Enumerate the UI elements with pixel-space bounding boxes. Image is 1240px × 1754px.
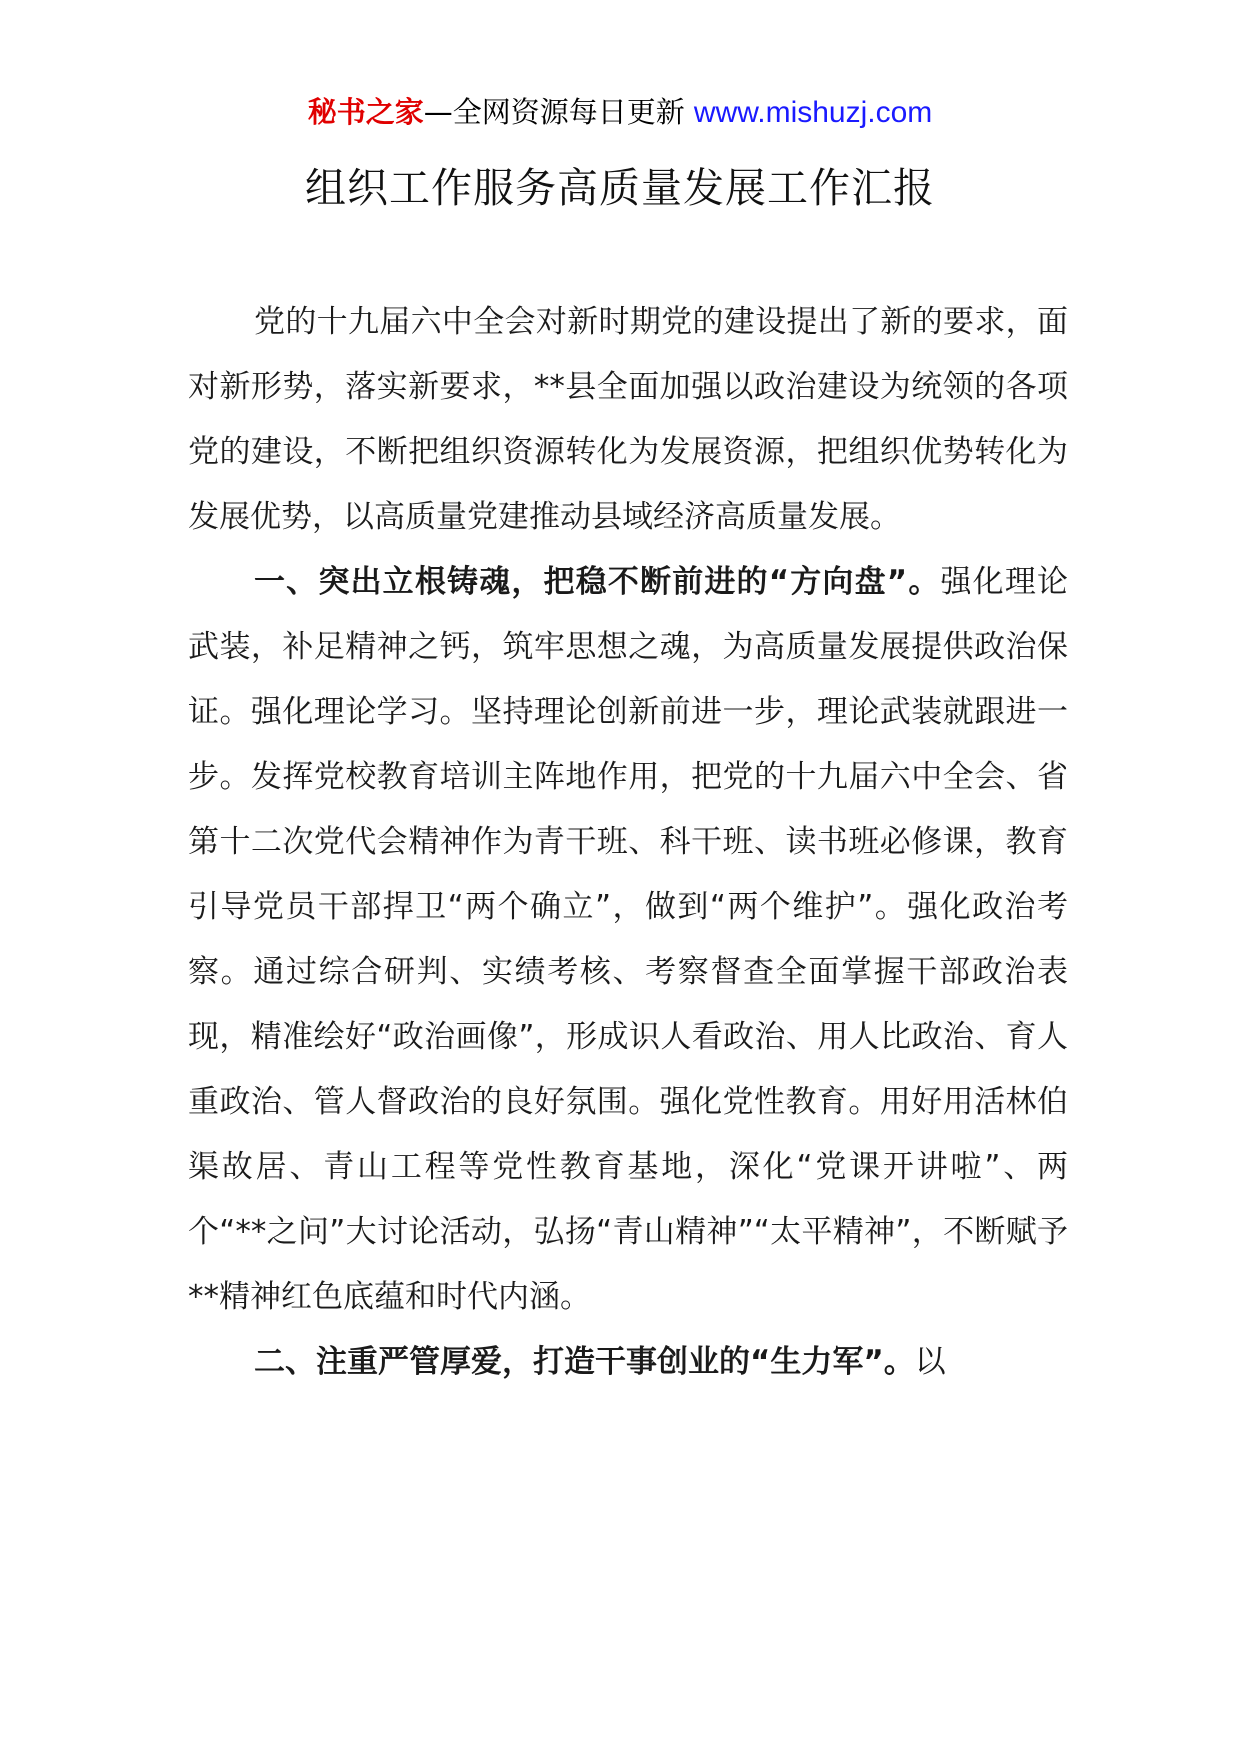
section-heading-1: 一、突出立根铸魂，把稳不断前进的“方向盘”。: [254, 564, 941, 600]
website-link[interactable]: www.mishuzj.com: [693, 96, 933, 129]
brand-name: 秘书之家: [307, 95, 424, 129]
document-title: 组织工作服务高质量发展工作汇报: [305, 164, 935, 212]
header-tagline: —全网资源每日更新: [423, 95, 694, 129]
intro-paragraph: [188, 290, 1068, 550]
watermark-header: [0, 92, 1240, 133]
section-paragraph-2: [188, 1330, 1068, 1395]
paragraph-text: 以: [914, 1344, 946, 1380]
section-paragraph-1: [188, 550, 1068, 1330]
section-heading-2: 二、注重严管厚爱，打造干事创业的“生力军”。: [254, 1344, 915, 1380]
document-body: [188, 290, 1068, 1395]
paragraph-text: 党的十九届六中全会对新时期党的建设提出了新的要求，面对新形势，落实新要求，**县全面加强以政治建设为统领的各项党的建设，不断把组织资源转化为发展资源，把组织优势转化为发展优势，以高质量党建推动县域经济高质量发展。: [188, 304, 1068, 535]
paragraph-text: 强化理论武装，补足精神之钙，筑牢思想之魂，为高质量发展提供政治保证。强化理论学习。坚持理论创新前进一步，理论武装就跟进一步。发挥党校教育培训主阵地作用，把党的十九届六中全会、省第十二次党代会精神作为青干班、科干班、读书班必修课，教育引导党员干部捍卫“两个确立”，做到“两个维护”。强化政治考察。通过综合研判、实绩考核、考察督查全面掌握干部政治表现，精准绘好“政治画像”，形成识人看政治、用人比政治、育人重政治、管人督政治的良好氛围。强化党性教育。用好用活林伯渠故居、青山工程等党性教育基地，深化“党课开讲啦”、两个“**之问”大讨论活动，弘扬“青山精神”“太平精神”，不断赋予**精神红色底蕴和时代内涵。: [188, 564, 1069, 1315]
